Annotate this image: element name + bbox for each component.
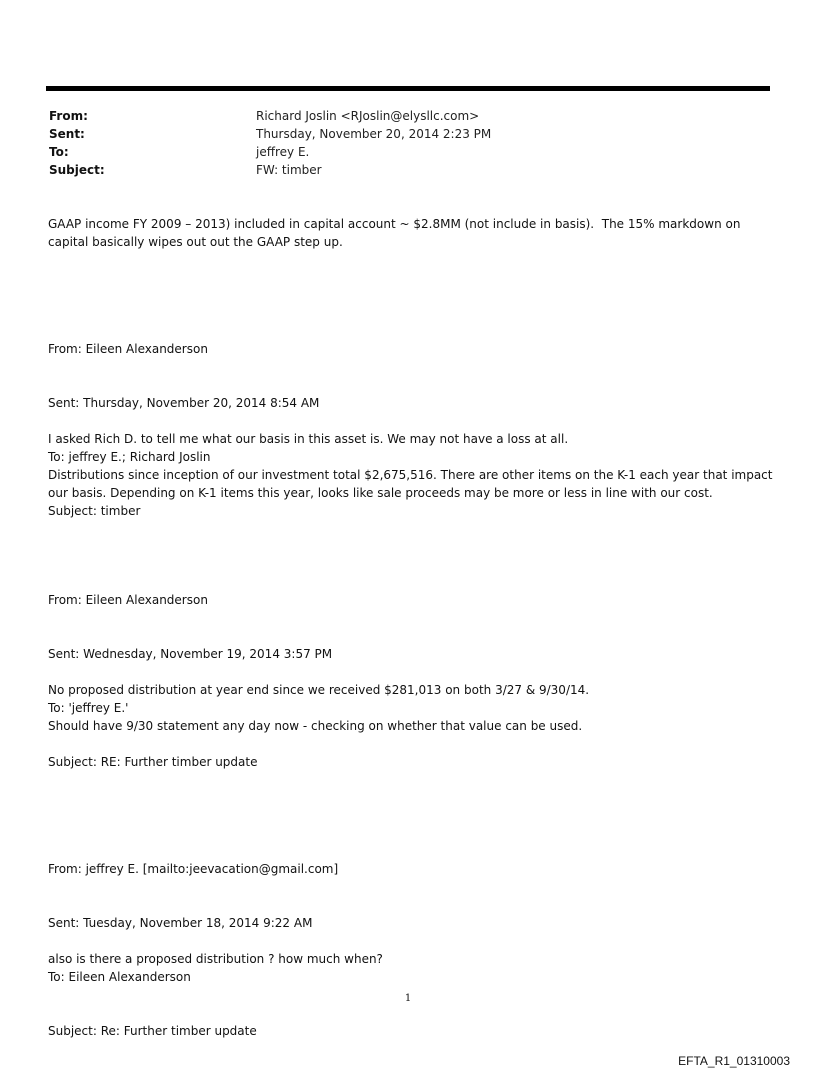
forward-1-from: From: Eileen Alexanderson [48,342,208,356]
forward-1-paragraph-1: I asked Rich D. to tell me what our basis in this asset is. We may not have a loss at all. [48,432,569,446]
forward-2-paragraph-1: No proposed distribution at year end since we received $281,013 on both 3/27 & 9/30/14. [48,683,590,697]
forward-2-subject: Subject: RE: Further timber update [48,755,258,769]
header-from-row [49,109,749,127]
page-number: 1 [404,993,412,1004]
forward-3-to: To: Eileen Alexanderson [48,970,191,984]
forward-1-to: To: jeffrey E.; Richard Joslin [48,450,211,464]
forward-2-paragraph-2: Should have 9/30 statement any day now - checking on whether that value can be used. [48,719,583,733]
sent-value: Thursday, November 20, 2014 2:23 PM [256,127,492,141]
subject-label: Subject: [49,163,105,177]
forward-3-sent: Sent: Tuesday, November 18, 2014 9:22 AM [48,916,313,930]
document-id: EFTA_R1_01310003 [678,1054,790,1068]
email-header [49,109,749,181]
header-divider [46,86,770,91]
to-value: jeffrey E. [256,145,310,159]
forward-2-sent: Sent: Wednesday, November 19, 2014 3:57 PM [48,647,333,661]
forward-1-paragraph-2: Distributions since inception of our investment total $2,675,516. There are other items on the K-1 each year that impact our basis. Depending on K-1 items this year, looks like sale proceeds may be more or less in line with our cost. [48,468,777,500]
forward-1-subject: Subject: timber [48,504,141,518]
forward-3-paragraph-1: also is there a proposed distribution ? how much when? [48,952,383,966]
sent-label: Sent: [49,127,85,141]
forward-2-to: To: 'jeffrey E.' [48,701,129,715]
forward-2-from: From: Eileen Alexanderson [48,593,208,607]
header-to-row [49,145,749,163]
header-subject-row [49,163,749,181]
subject-value: FW: timber [256,163,322,177]
body-paragraph: GAAP income FY 2009 – 2013) included in capital account ~ $2.8MM (not include in basis). The 15% markdown on capital basically wipes out out the GAAP step up. [48,217,745,249]
forward-3-subject: Subject: Re: Further timber update [48,1024,257,1038]
to-label: To: [49,145,69,159]
from-value: Richard Joslin <RJoslin@elysllc.com> [256,109,480,123]
from-label: From: [49,109,88,123]
forward-3-from: From: jeffrey E. [mailto:jeevacation@gmail.com] [48,862,339,876]
forward-1-sent: Sent: Thursday, November 20, 2014 8:54 AM [48,396,320,410]
header-sent-row [49,127,749,145]
